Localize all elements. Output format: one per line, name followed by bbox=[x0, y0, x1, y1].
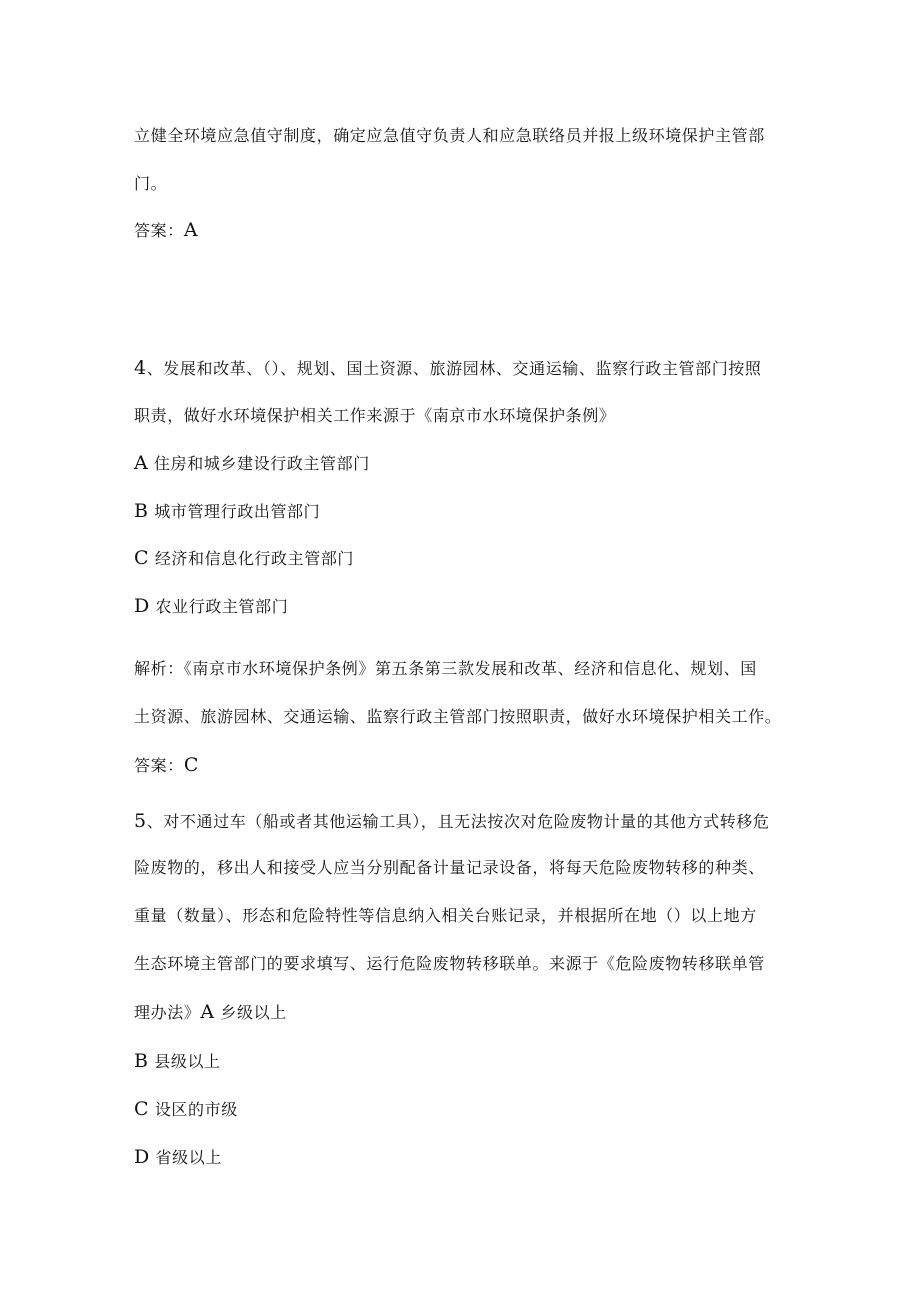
q4-stem-line-2: 职责，做好水环境保护相关工作来源于《南京市水环境保护条例》 bbox=[134, 406, 616, 425]
option-letter: D bbox=[134, 595, 150, 617]
answer-label: 答案： bbox=[134, 221, 184, 240]
q5-stem-line-4: 生态环境主管部门的要求填写、运行危险废物转移联单。来源于《危险废物转移联单管 bbox=[134, 954, 765, 973]
answer-value: A bbox=[183, 219, 199, 241]
option-letter: A bbox=[200, 1001, 215, 1023]
q4-stem-text: 、发展和改革、（）、规划、国土资源、旅游园林、交通运输、监察行政主管部门按照 bbox=[146, 359, 762, 378]
q4-stem-line-1 bbox=[134, 356, 834, 381]
q4-option-c bbox=[134, 546, 834, 571]
q4-explanation-line-2: 土资源、旅游园林、交通运输、监察行政主管部门按照职责，做好水环境保护相关工作。 bbox=[134, 707, 782, 726]
option-text: 经济和信息化行政主管部门 bbox=[154, 549, 355, 568]
q5-stem-line-2: 险废物的，移出人和接受人应当分别配备计量记录设备，将每天危险废物转移的种类、 bbox=[134, 858, 765, 877]
q5-option-d bbox=[134, 1145, 834, 1170]
answer-label: 答案： bbox=[134, 756, 184, 775]
q5-stem-text: 、对不通过车（船或者其他运输工具），且无法按次对危险废物计量的其他方式转移危 bbox=[146, 812, 770, 831]
option-letter: C bbox=[134, 1098, 150, 1120]
option-text: 省级以上 bbox=[155, 1148, 222, 1167]
prev-explanation-line-2: 门。 bbox=[134, 174, 168, 193]
option-text: 设区的市级 bbox=[154, 1100, 238, 1119]
q5-option-b bbox=[134, 1049, 834, 1074]
option-text: 县级以上 bbox=[154, 1052, 221, 1071]
option-text: 乡级以上 bbox=[220, 1003, 287, 1022]
q4-option-a bbox=[134, 451, 834, 476]
option-text: 城市管理行政出管部门 bbox=[154, 502, 321, 521]
q5-stem-line-1 bbox=[134, 809, 834, 834]
q4-option-b bbox=[134, 499, 834, 524]
option-text: 农业行政主管部门 bbox=[155, 597, 289, 616]
question-number: 4 bbox=[134, 357, 147, 379]
option-letter: D bbox=[134, 1146, 150, 1168]
q4-answer bbox=[134, 753, 834, 778]
option-letter: B bbox=[134, 500, 149, 522]
question-number: 5 bbox=[134, 810, 147, 832]
q5-stem-line-5 bbox=[134, 1000, 834, 1025]
option-text: 住房和城乡建设行政主管部门 bbox=[154, 454, 370, 473]
prev-explanation-line-1: 立健全环境应急值守制度，确定应急值守负责人和应急联络员并报上级环境保护主管部 bbox=[134, 126, 765, 145]
q5-stem-line-3: 重量（数量）、形态和危险特性等信息纳入相关台账记录，并根据所在地（）以上地方 bbox=[134, 906, 757, 925]
q5-stem-tail: 理办法》 bbox=[134, 1003, 201, 1022]
option-letter: C bbox=[134, 547, 150, 569]
q5-option-c bbox=[134, 1097, 834, 1122]
option-letter: A bbox=[134, 452, 149, 474]
option-letter: B bbox=[134, 1050, 149, 1072]
prev-answer bbox=[134, 218, 834, 243]
answer-value: C bbox=[183, 754, 199, 776]
q4-option-d bbox=[134, 594, 834, 619]
q4-explanation-line-1: 解析：《南京市水环境保护条例》第五条第三款发展和改革、经济和信息化、规划、国 bbox=[134, 659, 757, 678]
